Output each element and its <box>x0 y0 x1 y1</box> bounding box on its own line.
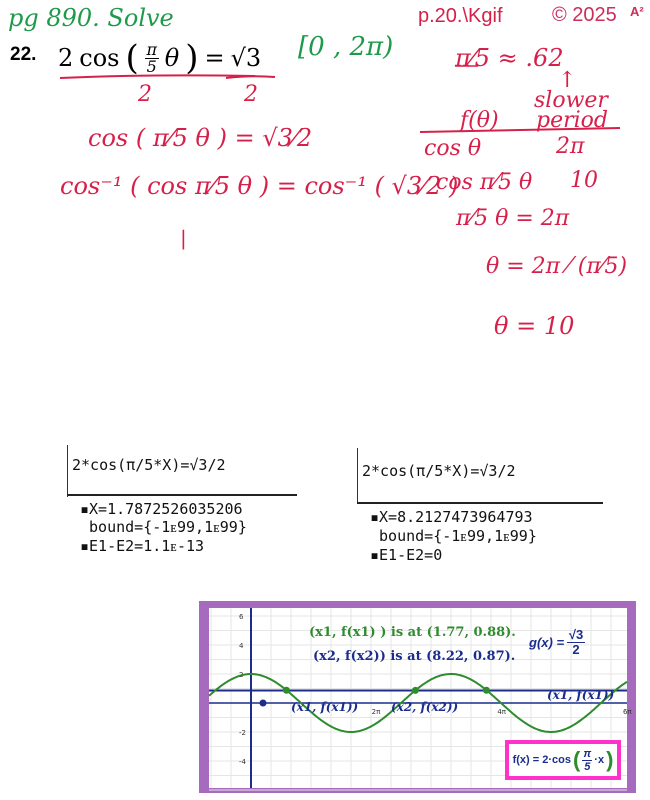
graph-frame <box>199 601 636 793</box>
calc-left-error: ▪E1-E2=1.1ᴇ-13 <box>80 537 205 555</box>
f-label-text: f(x) = 2·cos <box>512 754 571 766</box>
f-label <box>509 744 617 776</box>
x-tick-label: 4π <box>497 708 506 716</box>
cos-func: cos <box>79 44 120 72</box>
graph-canvas <box>209 608 632 788</box>
calc-left-input: 2*cos(π/5*X)=√3/2 <box>72 456 226 474</box>
f-den: 5 <box>584 760 591 773</box>
x-tick-label: 2π <box>371 708 381 716</box>
intersection-point-3 <box>483 687 490 694</box>
col-head-f: f(θ) <box>460 108 499 133</box>
left-paren: ( <box>125 38 139 78</box>
row1-right: 2π <box>556 134 585 159</box>
row2-right: 10 <box>570 168 598 193</box>
axis-point <box>260 700 267 707</box>
y-tick-label: -4 <box>239 758 246 766</box>
brand-logo: A² <box>630 4 644 19</box>
copyright: © 2025 <box>552 4 617 26</box>
calc-right-divider <box>357 502 603 504</box>
f-num: π <box>583 747 592 760</box>
intersection-point-1 <box>283 687 290 694</box>
page-note: pg 890. Solve <box>8 4 174 32</box>
right-paren: ) <box>185 38 199 78</box>
divide-right: 2 <box>244 82 258 107</box>
note-slower: slower <box>534 88 608 113</box>
left-step-2: cos⁻¹ ( cos π⁄5 θ ) = cos⁻¹ ( √3⁄2 ) <box>60 172 459 200</box>
slide-id: p.20.\Kgif <box>418 5 503 27</box>
point-label-2: (x2, f(x2)) <box>391 700 459 714</box>
equals: = <box>204 44 225 72</box>
annotation-x1: (x1, f(x1) ) is at (1.77, 0.88). <box>309 625 516 640</box>
right-step-1: π⁄5 θ = 2π <box>456 206 570 231</box>
frac-den: 5 <box>146 56 157 76</box>
calc-right-result: ▪X=8.2127473964793 <box>370 508 533 526</box>
y-tick-label: -2 <box>239 729 246 737</box>
f-fraction <box>582 748 592 773</box>
f-paren-right: ) <box>606 747 614 772</box>
right-step-3: θ = 10 <box>494 312 575 340</box>
y-tick-label: 4 <box>239 642 244 650</box>
calc-left-bound: bound={-1ᴇ99,1ᴇ99} <box>80 518 247 536</box>
annotation-x2: (x2, f(x2)) is at (8.22, 0.87). <box>313 649 516 664</box>
calc-left-border <box>67 445 68 497</box>
y-tick-label: 2 <box>239 671 244 679</box>
point-label-3: (x1, f(x1)) <box>547 688 615 702</box>
row2-left: cos π⁄5 θ <box>436 170 533 195</box>
g-label-text: g(x) = <box>529 635 565 650</box>
interval: [0 , 2π) <box>298 32 394 62</box>
note-period: period <box>536 108 608 133</box>
g-den: 2 <box>572 642 580 657</box>
y-tick-label: 6 <box>239 613 244 621</box>
approx-pi-5: π⁄5 ≈ .62 <box>455 44 564 72</box>
row1-left: cos θ <box>424 136 482 161</box>
right-step-2: θ = 2π ⁄ (π⁄5) <box>486 254 628 279</box>
frac-num: π <box>146 39 158 59</box>
theta: θ <box>164 44 180 72</box>
calc-right-border <box>357 448 358 504</box>
divide-left: 2 <box>138 82 152 107</box>
f-label-box <box>505 740 621 780</box>
g-label <box>529 628 585 657</box>
x-tick-label: 6π <box>622 708 632 716</box>
coef: 2 <box>58 44 74 72</box>
calc-left-result: ▪X=1.7872526035206 <box>80 500 243 518</box>
f-paren-left: ( <box>572 747 581 772</box>
left-mark: | <box>180 226 187 250</box>
f-var: ·x <box>594 754 605 766</box>
g-num: √3 <box>568 627 584 642</box>
arrow-up: ↑ <box>558 68 577 93</box>
intersection-point-2 <box>412 687 419 694</box>
calc-right-bound: bound={-1ᴇ99,1ᴇ99} <box>370 527 537 545</box>
calc-right-error: ▪E1-E2=0 <box>370 546 443 564</box>
rhs-value: √3 <box>230 44 262 72</box>
g-fraction <box>567 628 585 657</box>
calc-left-divider <box>67 494 297 496</box>
calc-right-input: 2*cos(π/5*X)=√3/2 <box>362 462 516 480</box>
point-label-1: (x1, f(x1)) <box>291 700 359 714</box>
left-step-1: cos ( π⁄5 θ ) = √3⁄2 <box>88 124 313 152</box>
problem-number: 22. <box>10 44 37 65</box>
